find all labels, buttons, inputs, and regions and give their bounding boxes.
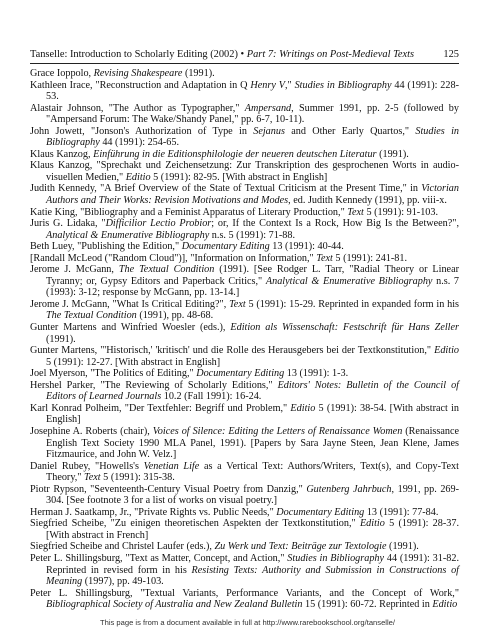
bibliography-entry [30,68,459,80]
header-title: Tanselle: Introduction to Scholarly Editing (2002) • [30,49,247,60]
entry-title-italic: Henry V [250,79,285,91]
header-rule [30,63,459,64]
entry-text: (1991). [See Rodger L. Tarr, "Radial Theory or Linear Tyranny; or, Gypsy Editors and Paperback Critics," [46,264,459,287]
bibliography-entry [30,507,459,519]
entry-title-italic: Text [347,206,364,218]
bibliography-entry [30,426,459,461]
entry-text: , ed. Judith Kennedy (1991), pp. viii-x. [288,195,447,207]
entry-text: n.s. 7 (1993): 3-12; response by McGann, pp. 13-14.] [46,275,460,299]
entry-title-italic: Editio [125,171,151,183]
entry-title-italic: Studies in Bibliography [294,79,392,91]
entry-title-italic: Text [316,252,333,264]
entry-title-italic: Victorian Authors and Their Works: Revision Motivations and Modes [46,183,459,207]
bibliography-entry [30,380,459,403]
bibliography-entry [30,218,459,241]
bibliography-entry [30,207,459,219]
entry-text: 5 (1991): 15-29. Reprinted in expanded form in his [245,298,459,310]
entry-text: as a Vertical Text: Authors/Writers, Text(s), and Copy-Text Theory," [46,460,459,484]
entry-text: Siegfried Scheibe, "Zu einigen theoretischen Aspekten der Textkonstitution," [30,518,360,530]
entry-title-italic: Zu Werk und Text: Beiträge zur Textologie [214,541,387,553]
entry-text: 13 (1991): 1-3. [284,368,349,380]
bibliography-entry [30,541,459,553]
entry-title-italic: Analytical & Enumerative Bibliography [265,275,433,287]
entry-text: 15 (1991): 60-72. Reprinted in [302,599,433,611]
bibliography-entry [30,368,459,380]
entry-text: Josephine A. Roberts (chair), [30,425,153,437]
entry-text: , 1991, pp. 269-304. [See footnote 3 for a list of works on visual poetry.] [46,483,459,507]
entry-title-italic: Editio [432,599,458,611]
bibliography-entry [30,518,459,541]
bibliography-entry [30,345,459,368]
entry-text: Juris G. Lidaka, " [30,218,106,230]
entry-text: (1991). [386,541,419,553]
entry-text: Gunter Martens and Winfried Woesler (eds.), [30,322,231,334]
entry-text: Jerome J. McGann, [30,264,119,276]
bibliography-entry [30,126,459,149]
entry-title-italic: Voices of Silence: Editing the Letters of Renaissance Women [152,425,403,437]
bibliography-entry [30,160,459,183]
entry-text: 13 (1991): 77-84. [364,506,439,518]
entry-title-italic: Resisting Texts: Authority and Submission in Constructions of Meaning [46,564,459,588]
entry-text: Alastair Johnson, "The Author as Typographer," [30,102,245,114]
entry-text: ; or, If the Context Is a Rock, How Big Is the Between?", [211,218,460,230]
running-header [30,49,459,61]
entry-text: 44 (1991): 254-65. [99,137,179,149]
entry-text: Herman J. Saatkamp, Jr., "Private Rights vs. Public Needs," [30,506,277,518]
entry-text: Klaus Kanzog, [30,148,94,160]
bibliography-entry [30,80,459,103]
entry-text: Grace Ioppolo, [30,68,94,79]
entry-text: n.s. 5 (1991): 71-88. [209,229,295,241]
footer-note: This page is from a document available in full at http://www.rarebookschool.org/tanselle/ [99,618,396,627]
entry-title-italic: Editors' Notes: Bulletin of the Council of Editors of Learned Journals [46,379,459,403]
entry-title-italic: Edition als Wissenschaft: Festschrift für Hans Zeller [230,322,459,334]
bibliography-list [30,68,459,611]
entry-text: Siegfried Scheibe and Christel Laufer (eds.), [30,541,215,553]
entry-text: Gunter Martens, "'Historisch,' 'kritisch' und die Rolle des Herausgebers bei der Textkonstitution," [30,345,435,357]
entry-text: 5 (1991): 91-103. [363,206,439,218]
entry-text: Joel Myerson, "The Politics of Editing," [30,368,197,380]
entry-text: (1997), pp. 49-103. [82,576,164,588]
entry-title-italic: Editio [359,518,385,530]
bibliography-entry [30,149,459,161]
entry-title-italic: Text [84,472,101,484]
entry-text: Katie King, "Bibliography and a Feminist Apparatus of Literary Production," [30,206,348,218]
entry-text: and Other Early Quartos," [284,125,416,137]
entry-text: 5 (1991): 82-95. [With abstract in English] [150,171,328,183]
entry-text: Jerome J. McGann, "What Is Critical Editing?", [30,298,230,310]
entry-title-italic: The Textual Condition [118,264,215,276]
entry-text: 5 (1991): 241-81. [332,252,408,264]
entry-title-italic: Bibliographical Society of Australia and New Zealand Bulletin [46,599,303,611]
entry-title-italic: Einführung in die Editionsphilologie der neueren deutschen Literatur [93,148,377,160]
entry-title-italic: Revising Shakespeare [93,68,183,79]
entry-title-italic: Studies in Bibliography [46,125,459,149]
entry-text: 5 (1991): 315-38. [100,472,175,484]
entry-title-italic: Gutenberg Jahrbuch [306,483,392,495]
entry-title-italic: Documentary Editing [181,241,270,253]
entry-title-italic: The Textual Condition [46,310,137,322]
bibliography-entry [30,461,459,484]
bibliography-entry [30,553,459,588]
entry-text: ," [284,79,295,91]
entry-title-italic: Ampersand [244,102,292,114]
header-section: Part 7: Writings on Post-Medieval Texts [246,49,415,60]
entry-title-italic: Venetian Life [143,460,200,472]
entry-title-italic: Documentary Editing [196,368,285,380]
entry-text: Peter L. Shillingsburg, "Textual Variants, Performance Variants, and the Concept of Work," [30,587,459,599]
entry-title-italic: Editio [434,345,459,357]
entry-title-italic: Text [229,298,246,310]
entry-text: Daniel Rubey, "Howells's [30,460,144,472]
entry-text: Beth Luey, "Publishing the Edition," [30,241,182,253]
bibliography-entry [30,322,459,345]
bibliography-entry [30,264,459,299]
entry-text: Judith Kennedy, "A Brief Overview of the State of Textual Criticism at the Present Time," in [30,183,422,195]
bibliography-entry [30,183,459,206]
bibliography-entry [30,403,459,426]
entry-text: (1991), pp. 48-68. [136,310,214,322]
entry-text: 13 (1991): 40-44. [269,241,344,253]
entry-title-italic: Editio [290,402,316,414]
entry-text: 5 (1991): 38-54. [With abstract in English] [46,402,459,426]
entry-title-italic: Analytical & Enumerative Bibliography [46,229,210,241]
bibliography-entry [30,103,459,126]
entry-text: , Summer 1991, pp. 2-5 (followed by "Ampersand Forum: The Wake/Shandy Panel," pp. 6-7, 10-11). [46,102,459,126]
entry-text: Klaus Kanzog, "Sprechakt und Zeichensetzung: Zur Transkription des gesprochenen Worts in audio-visuellen Medien," [30,160,459,183]
entry-text: [Randall McLeod ("Random Cloud")], "Information on Information," [30,252,317,264]
bibliography-entry [30,241,459,253]
bibliography-entry [30,588,459,611]
entry-text: (1991). [182,68,215,79]
entry-text: (1991). [46,333,76,345]
page-number: 125 [443,49,459,60]
entry-text: (Renaissance English Text Society 1990 MLA Panel, 1991). [Papers by Sara Jayne Steen, Jean Klene, James Fitzmaurice, and John W. Velz.] [46,425,459,461]
entry-text: 44 (1991): 31-82. Reprinted in revised form in his [46,552,459,576]
entry-text: 5 (1991): 12-27. [With abstract in English] [46,356,221,368]
entry-text: Karl Konrad Polheim, "Der Textfehler: Begriff und Problem," [30,402,291,414]
entry-text: 10.2 (Fall 1991): 16-24. [161,391,262,403]
entry-text: Kathleen Irace, "Reconstruction and Adaptation in Q [30,79,251,91]
entry-text: 44 (1991): 228-53. [46,79,459,103]
entry-title-italic: Studies in Bibliography [287,552,385,564]
entry-text: (1991). [376,148,409,160]
bibliography-entry [30,253,459,265]
entry-text: John Jowett, "Jonson's Authorization of Type in [30,125,254,137]
bibliography-entry [30,484,459,507]
entry-title-italic: Difficilior Lectio Probior [105,218,212,230]
entry-title-italic: Documentary Editing [276,506,365,518]
entry-text: Piotr Rypson, "Seventeenth-Century Visual Poetry from Danzig," [30,483,307,495]
entry-title-italic: Sejanus [253,125,285,137]
entry-text: Hershel Parker, "The Reviewing of Scholarly Editions," [30,379,278,391]
bibliography-entry [30,299,459,322]
entry-text: Peter L. Shillingsburg, "Text as Matter, Concept, and Action," [30,552,288,564]
entry-text: 5 (1991): 28-37. [With abstract in French] [46,518,459,541]
